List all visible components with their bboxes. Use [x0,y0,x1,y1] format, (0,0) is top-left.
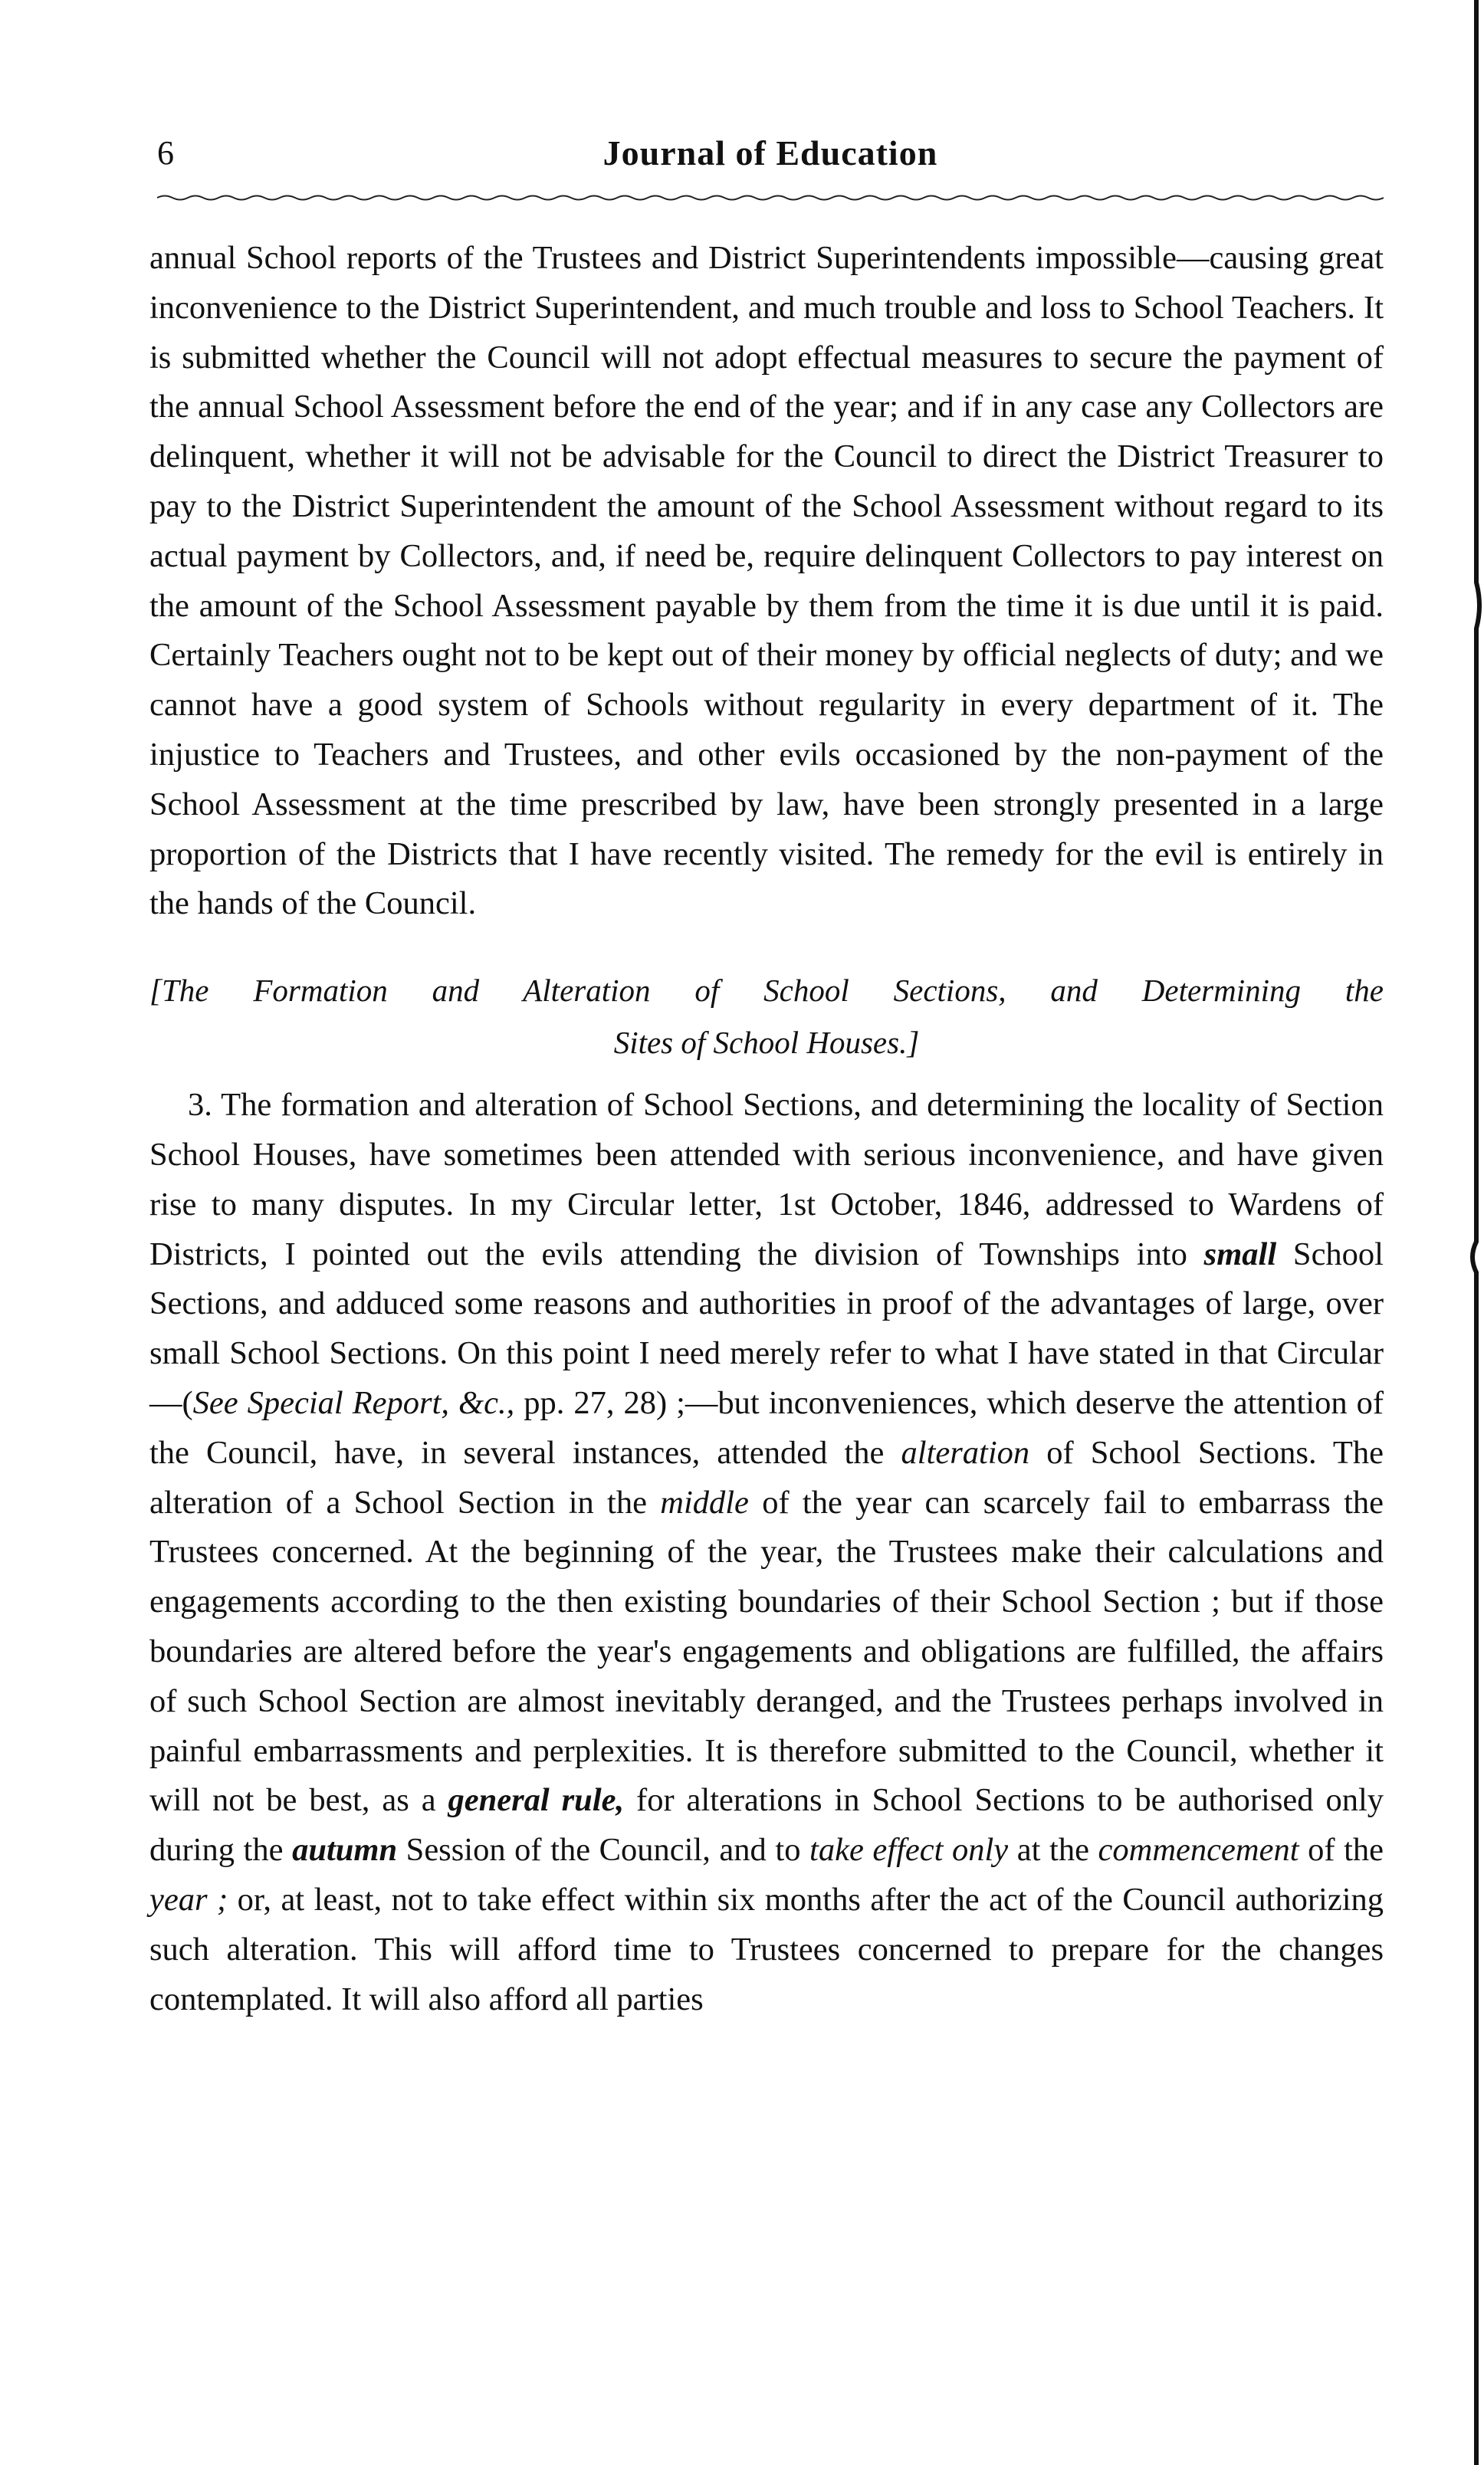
text-run: of the year can scarcely fail to embarrass the Trustees concerned. At the beginning of the year, the Trustees make their calculations and engagements according to the then existing boundaries of their School Section ; but if those boundaries are altered before the year's engagements and obligations are fulfilled, the affairs of such School Section are almost inevitably deranged, and the Trustees perhaps involved in painful embarrassments and perplexities. It is therefore submitted to the Council, whether it will not be best, as a [149,1484,1384,1819]
text-run: Session of the Council, and to [397,1832,810,1869]
section-heading [149,964,1384,1068]
text-run: School Sections, and adduced some reasons and authorities in proof of the advantages of large, over small School Sections. On this point I need merely refer to what I have stated in that Circular—( [149,1236,1384,1421]
emphasis-year: year ; [149,1881,228,1918]
page-header [157,130,1384,192]
text-run: for alterations in School Sections to be authorised only during the [149,1782,1384,1869]
text-run: of the [1298,1832,1384,1869]
text-run: of School Sections. The alteration of a School Section in the [149,1434,1384,1521]
citation-special-report: See Special Report, &c., [192,1384,515,1421]
text-run: pp. 27, 28) ;—but inconveniences, which deserve the attention of the Council, have, in several instances, attended the [149,1384,1384,1471]
emphasis-autumn: autumn [292,1832,398,1869]
section-heading-line-2: Sites of School Houses.] [613,1025,920,1061]
page-body [149,234,1384,2024]
text-run: 3. The formation and alteration of School Sections, and determining the locality of Section School Houses, have sometimes been attended with serious inconvenience, and have given rise to many disputes. In my Circular letter, 1st October, 1846, addressed to Wardens of Districts, I pointed out the evils attending the division of Townships into [149,1087,1384,1272]
emphasis-small: small [1203,1236,1277,1272]
emphasis-commencement: commencement [1098,1832,1299,1869]
emphasis-middle: middle [660,1484,749,1521]
page-number: 6 [157,134,174,172]
header-rule [157,193,1384,202]
running-title: Journal of Education [602,133,938,172]
text-run: at the [1008,1832,1098,1869]
continuation-paragraph: annual School reports of the Trustees and District Superintendents impossible—causing great inconvenience to the District Superintendent, and much trouble and loss to School Teachers. It is submitted whether the Council will not adopt effectual measures to secure the payment of the annual School Assessment before the end of the year; and if in any case any Collectors are delinquent, whether it will not be advisable for the Council to direct the District Treasurer to pay to the District Superintendent the amount of the School Assessment without regard to its actual payment by Collectors, and, if need be, require delinquent Collectors to pay interest on the amount of the School Assessment payable by them from the time it is due until it is paid. Certainly Teachers ought not to be kept out of their money by official neglects of duty; and we cannot have a good system of Schools without regularity in every department of it. The injustice to Teachers and Trustees, and other evils occasioned by the non-payment of the School Assessment at the time prescribed by law, have been strongly presented in a large proportion of the Districts that I have recently visited. The remedy for the evil is entirely in the hands of the Council. [149,240,1384,922]
section-3-paragraph [149,1081,1384,2024]
text-run: or, at least, not to take effect within six months after the act of the Council authorizing such alteration. This will afford time to Trustees concerned to prepare for the changes contemplated. It will also afford all parties [149,1881,1384,2017]
emphasis-alteration: alteration [901,1434,1030,1471]
section-heading-line-1: [The Formation and Alteration of School Sections, and Determining the [149,973,1384,1009]
emphasis-take-effect-only: take effect only [809,1832,1009,1869]
emphasis-general-rule: general rule, [448,1782,625,1819]
page-edge-binding [1467,0,1484,2465]
